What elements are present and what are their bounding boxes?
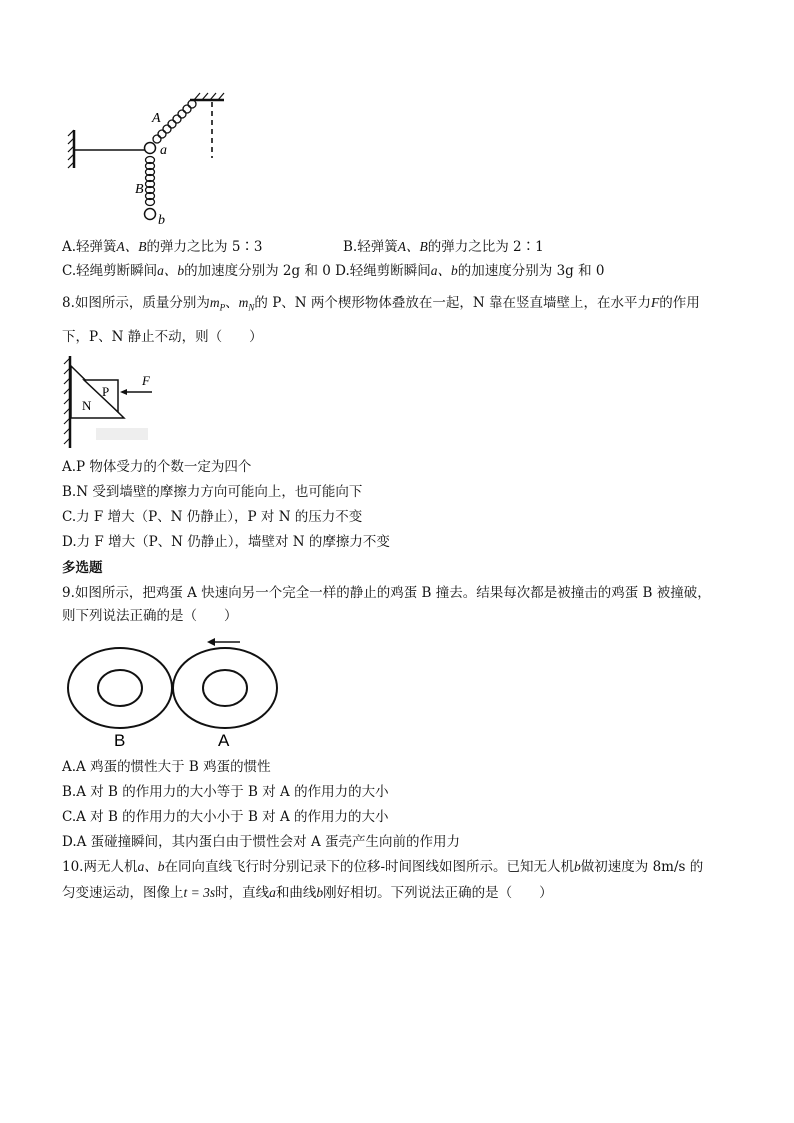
- q8-option-C: C.力 F 增大（P、N 仍静止），P 对 N 的压力不变: [62, 509, 363, 525]
- q7-option-D: D.轻绳剪断瞬间a、b的加速度分别为 3g 和 0: [335, 263, 605, 279]
- q9-option-A: A.A 鸡蛋的惯性大于 B 鸡蛋的惯性: [62, 759, 271, 775]
- section-heading-multi-choice: 多选题: [62, 560, 103, 576]
- q8-option-B: B.N 受到墙壁的摩擦力方向可能向上，也可能向下: [62, 484, 363, 500]
- q10-stem-line-2: 匀变速运动，图像上t = 3s时，直线a和曲线b刚好相切。下列说法正确的是（ ）: [62, 885, 553, 901]
- q8-stem-line-2: 下，P、N 静止不动，则（ ）: [62, 329, 263, 345]
- label-egg-B: B: [114, 731, 126, 750]
- label-B: B: [135, 182, 144, 197]
- ground-faint: [96, 428, 148, 440]
- q8-option-A: A.P 物体受力的个数一定为四个: [62, 459, 252, 475]
- label-P: P: [102, 384, 110, 399]
- mass-n: $m_N$: [238, 295, 255, 313]
- egg-A-yolk: [203, 670, 247, 706]
- q7-options-row-2: [62, 262, 604, 280]
- q9-option-C: C.A 对 B 的作用力的大小小于 B 对 A 的作用力的大小: [62, 809, 389, 825]
- egg-B-yolk: [98, 670, 142, 706]
- q9-stem-line-2: 则下列说法正确的是（ ）: [62, 608, 238, 624]
- label-egg-A: A: [218, 731, 230, 750]
- q8-stem-line-1: 8.如图所示，质量分别为$m_P$、$m_N$的 P、N 两个楔形物体叠放在一起，N 靠在竖直墙壁上，在水平力F的作用: [62, 295, 700, 313]
- q9-option-D: D.A 蛋碰撞瞬间，其内蛋白由于惯性会对 A 蛋壳产生向前的作用力: [62, 834, 461, 850]
- label-a: a: [160, 143, 167, 158]
- q9-eggs-figure: [62, 632, 288, 752]
- q7-option-A: A.轻弹簧A、B的弹力之比为 5∶3: [62, 239, 263, 255]
- spring-B: [146, 157, 155, 206]
- q8-option-D: D.力 F 增大（P、N 仍静止），墙壁对 N 的摩擦力不变: [62, 534, 390, 550]
- force-arrowhead: [120, 389, 127, 395]
- q8-wedge-figure: [62, 352, 162, 450]
- q7-option-B: B.轻弹簧A、B的弹力之比为 2∶1: [343, 239, 544, 255]
- motion-arrowhead: [207, 638, 215, 646]
- label-b: b: [158, 213, 165, 228]
- ball-a: [145, 143, 156, 154]
- q10-stem-line-1: 10.两无人机a、b在同向直线飞行时分别记录下的位移-时间图线如图所示。已知无人机b做初速度为 8m/s 的: [62, 859, 704, 875]
- q7-spring-figure: [62, 90, 242, 230]
- mass-p: $m_P$: [209, 295, 226, 313]
- label-A: A: [152, 111, 161, 126]
- ball-b: [145, 209, 156, 220]
- q9-option-B: B.A 对 B 的作用力的大小等于 B 对 A 的作用力的大小: [62, 784, 389, 800]
- q9-stem-line-1: 9.如图所示，把鸡蛋 A 快速向另一个完全一样的静止的鸡蛋 B 撞去。结果每次都是被撞击的鸡蛋 B 被撞破，: [62, 585, 711, 601]
- q7-options-row-1: [62, 238, 544, 256]
- label-N: N: [82, 398, 92, 413]
- label-F: F: [142, 373, 150, 388]
- q7-option-C: C.轻绳剪断瞬间a、b的加速度分别为 2g 和 0: [62, 263, 331, 279]
